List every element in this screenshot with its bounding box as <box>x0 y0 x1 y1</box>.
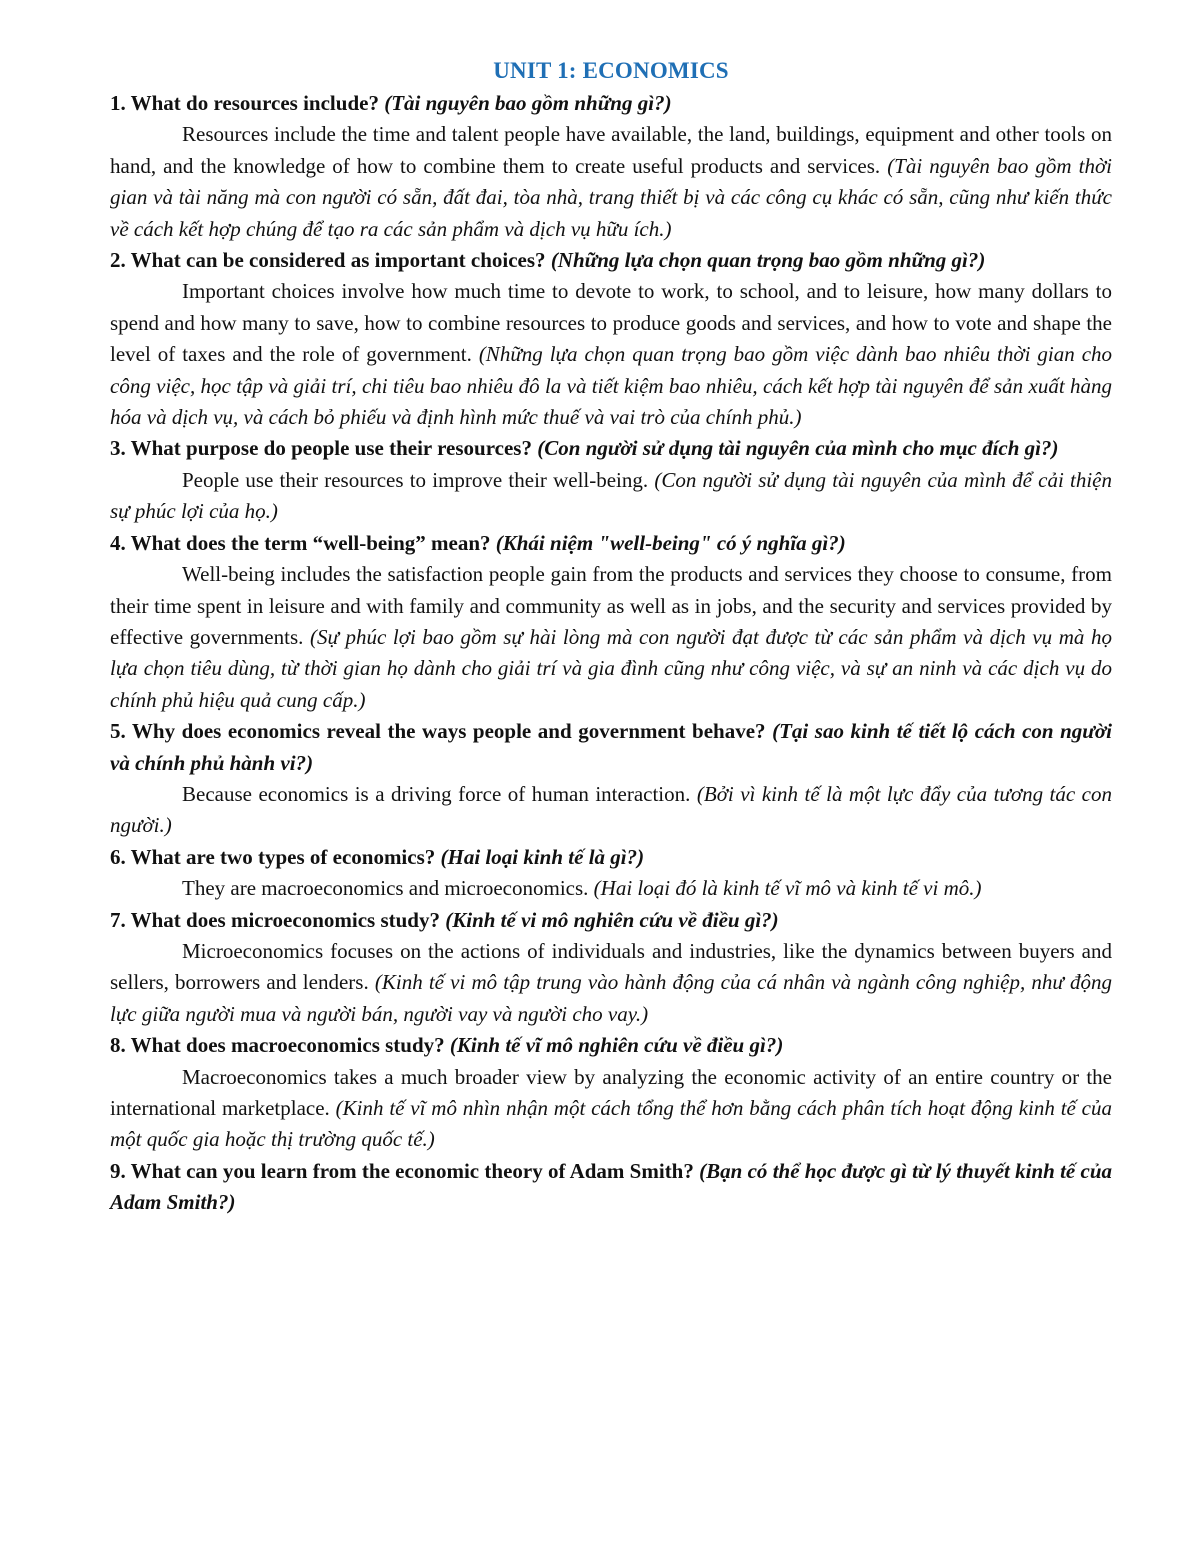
answer-text: Important choices involve how much time to devote to work, to school, and to leisure, how many dollars to spend and how many to save, how to combine resources to produce goods and services, and how to vote and shape the level of taxes and the role of government. <box>110 279 1112 367</box>
answer-text: Well-being includes the satisfaction people gain from the products and services they choose to consume, from their time spent in leisure and with family and community as well as in jobs, and the security and services provided by effective governments. <box>110 562 1112 649</box>
answer-text: Resources include the time and talent people have available, the land, buildings, equipment and other tools on hand, and the knowledge of how to combine them to create useful products and services. <box>110 122 1112 178</box>
question <box>110 88 1112 119</box>
answer <box>110 1062 1112 1156</box>
question <box>110 245 1112 276</box>
answer-text: Macroeconomics takes a much broader view by analyzing the economic activity of an entire country or the international marketplace. <box>110 1064 1112 1120</box>
answer-translation: (Hai loại đó là kinh tế vĩ mô và kinh tế vi mô.) <box>593 876 982 901</box>
qa-item-8 <box>110 1030 1112 1156</box>
qa-item-7 <box>110 905 1112 1031</box>
question-translation: (Kinh tế vi mô nghiên cứu về điều gì?) <box>445 907 779 932</box>
question <box>110 842 1112 873</box>
question <box>110 528 1112 559</box>
question-text: 3. What purpose do people use their resources? <box>110 436 532 461</box>
question-text: 2. What can be considered as important choices? <box>110 248 546 273</box>
qa-item-4 <box>110 528 1112 716</box>
qa-item-6 <box>110 842 1112 905</box>
question <box>110 1156 1112 1219</box>
question <box>110 433 1112 464</box>
answer-text: Microeconomics focuses on the actions of individuals and industries, like the dynamics between buyers and sellers, borrowers and lenders. <box>110 938 1112 995</box>
answer <box>110 119 1112 245</box>
question-text: 1. What do resources include? <box>110 91 379 115</box>
question-translation: (Con người sử dụng tài nguyên của mình cho mục đích gì?) <box>537 436 1059 461</box>
answer-translation: (Con người sử dụng tài nguyên của mình để cải thiện sự phúc lợi của họ.) <box>110 467 1113 524</box>
qa-item-1 <box>110 88 1112 245</box>
answer-text: They are macroeconomics and microeconomics. <box>182 876 589 901</box>
answer-translation: (Bởi vì kinh tế là một lực đẩy của tương tác con người.) <box>110 781 1113 838</box>
question-text: 9. What can you learn from the economic theory of Adam Smith? <box>110 1158 694 1183</box>
question-translation: (Khái niệm "well-being" có ý nghĩa gì?) <box>495 530 846 555</box>
qa-item-5 <box>110 716 1112 842</box>
answer-text: People use their resources to improve their well-being. <box>182 467 649 492</box>
answer <box>110 936 1112 1030</box>
answer-text: Because economics is a driving force of human interaction. <box>182 781 691 806</box>
answer <box>110 465 1112 528</box>
question-translation: (Tại sao kinh tế tiết lộ cách con người và chính phủ hành vi?) <box>110 719 1112 775</box>
question <box>110 1030 1112 1061</box>
answer-translation: (Kinh tế vĩ mô nhìn nhận một cách tổng thể hơn bằng cách phân tích hoạt động kinh tế của một quốc gia hoặc thị trường quốc tế.) <box>110 1096 1112 1152</box>
answer <box>110 276 1112 433</box>
answer-translation: (Những lựa chọn quan trọng bao gồm việc dành bao nhiêu thời gian cho công việc, học tập và giải trí, chi tiêu bao nhiêu đô la và tiết kiệm bao nhiêu, cách kết hợp tài nguyên để sản xuất hàng hóa và dịch vụ, và cách bỏ phiếu và định hình mức thuế và vai trò của chính phủ.) <box>110 342 1113 430</box>
question <box>110 716 1112 779</box>
qa-item-9 <box>110 1156 1112 1219</box>
question-text: 7. What does microeconomics study? <box>110 907 440 932</box>
question-text: 8. What does macroeconomics study? <box>110 1033 445 1058</box>
question-text: 6. What are two types of economics? <box>110 844 436 869</box>
qa-item-2 <box>110 245 1112 433</box>
question-translation: (Tài nguyên bao gồm những gì?) <box>384 91 672 115</box>
answer <box>110 559 1112 716</box>
answer-translation: (Sự phúc lợi bao gồm sự hài lòng mà con người đạt được từ các sản phẩm và dịch vụ mà họ lựa chọn tiêu dùng, từ thời gian họ dành cho giải trí và gia đình cũng như công việc, và sự an ninh và các dịch vụ do chính phủ hiệu quả cung cấp.) <box>110 624 1112 712</box>
question <box>110 905 1112 936</box>
question-text: 4. What does the term “well-being” mean? <box>110 530 491 555</box>
question-translation: (Bạn có thể học được gì từ lý thuyết kinh tế của Adam Smith?) <box>110 1158 1113 1215</box>
answer <box>110 873 1112 904</box>
answer-translation: (Tài nguyên bao gồm thời gian và tài năng mà con người có sẵn, đất đai, tòa nhà, trang thiết bị và các công cụ khác có sẵn, cũng như kiến thức về cách kết hợp chúng để tạo ra các sản phẩm và dịch vụ hữu ích.) <box>110 153 1112 241</box>
qa-item-3 <box>110 433 1112 527</box>
page-title: UNIT 1: ECONOMICS <box>493 58 729 83</box>
question-translation: (Những lựa chọn quan trọng bao gồm những gì?) <box>550 248 986 273</box>
question-translation: (Hai loại kinh tế là gì?) <box>440 844 645 869</box>
question-text: 5. Why does economics reveal the ways people and government behave? <box>110 719 766 744</box>
answer <box>110 779 1112 842</box>
answer-translation: (Kinh tế vi mô tập trung vào hành động của cá nhân và ngành công nghiệp, như động lực giữa người mua và người bán, người vay và người cho vay.) <box>110 970 1113 1026</box>
question-translation: (Kinh tế vĩ mô nghiên cứu về điều gì?) <box>449 1033 784 1058</box>
